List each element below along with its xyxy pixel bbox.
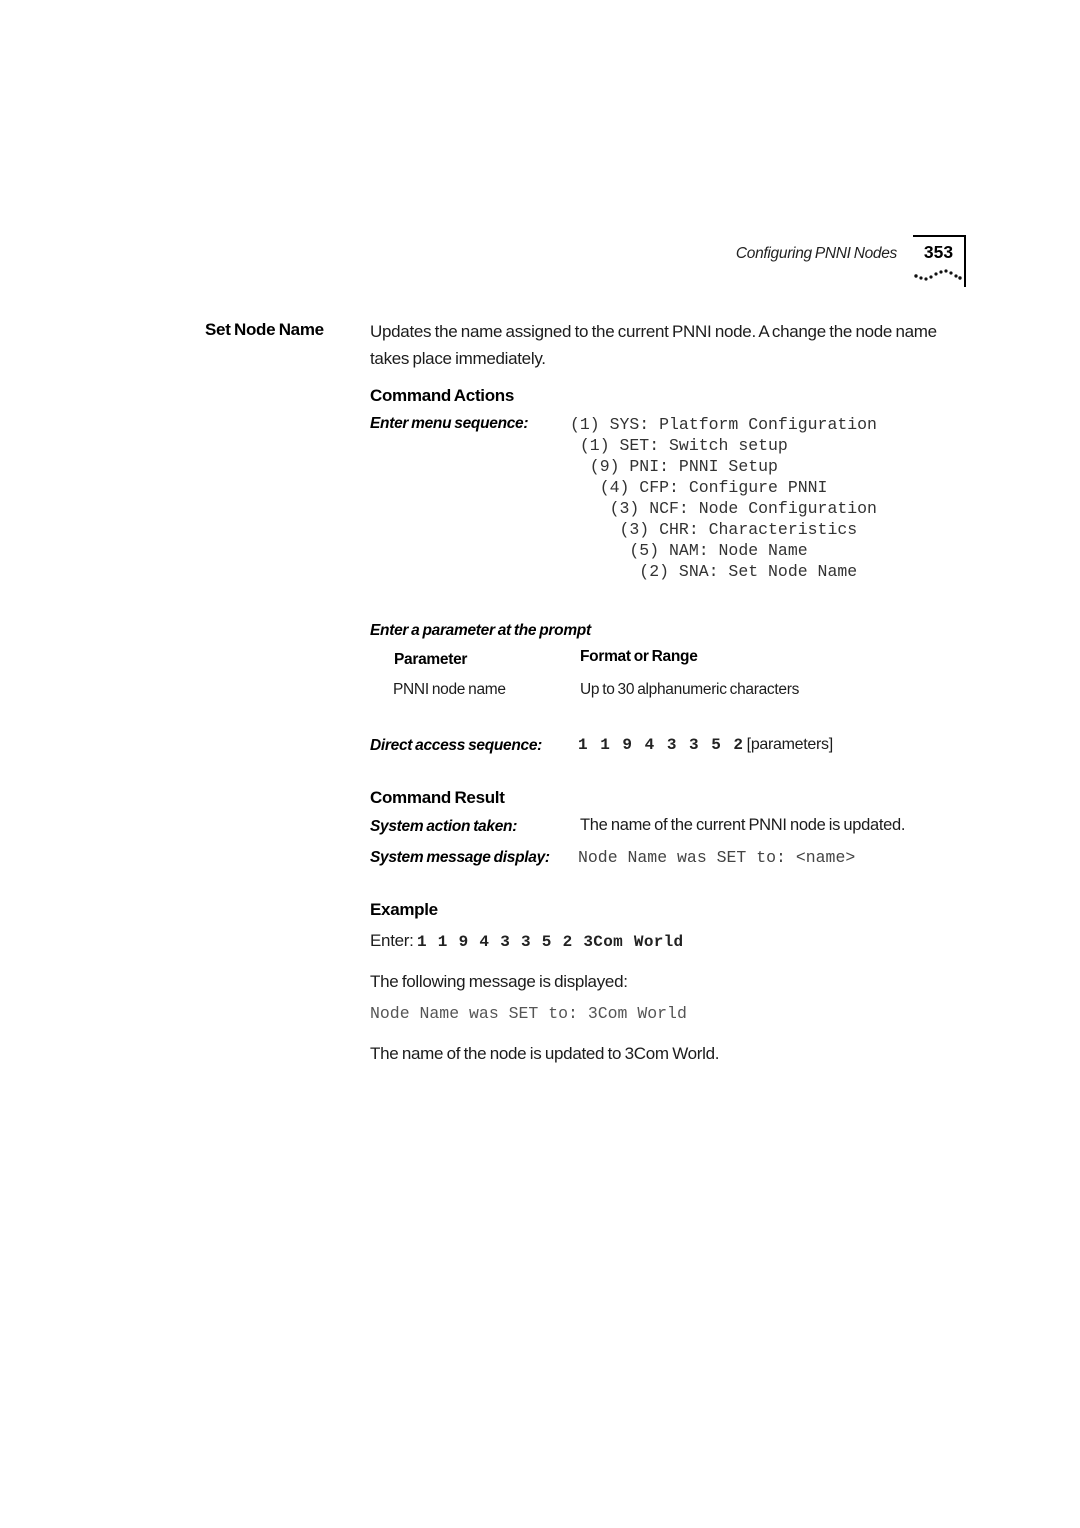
command-description: Updates the name assigned to the current PNNI node. A change the node name takes place immediately. (370, 322, 937, 368)
command-name-label: Set Node Name (205, 320, 324, 339)
menu-sequence-line: (4) CFP: Configure PNNI (570, 478, 828, 497)
example-conclusion: The name of the node is updated to 3Com World. (370, 1044, 720, 1063)
parameter-cell: PNNI node name (393, 681, 506, 698)
menu-sequence-line: (3) CHR: Characteristics (570, 520, 858, 539)
example-enter-line (370, 931, 683, 951)
menu-sequence-line: (1) SET: Switch setup (570, 436, 788, 455)
command-result-heading: Command Result (370, 788, 505, 807)
system-message-label: System message display: (370, 849, 550, 866)
menu-sequence-listing (570, 414, 877, 582)
example-heading: Example (370, 900, 438, 919)
following-message-text: The following message is displayed: (370, 972, 628, 991)
command-actions-heading: Command Actions (370, 386, 515, 405)
format-cell: Up to 30 alphanumeric characters (580, 681, 800, 698)
enter-menu-sequence-label: Enter menu sequence: (370, 415, 529, 432)
example-command: 1 1 9 4 3 3 5 2 3Com World (416, 933, 684, 951)
direct-access-keys: 1 1 9 4 3 3 5 2 (578, 736, 744, 754)
page-number: 353 (923, 242, 954, 262)
system-action-value: The name of the current PNNI node is updated. (580, 816, 906, 834)
menu-sequence-line: (5) NAM: Node Name (570, 541, 808, 560)
direct-access-label: Direct access sequence: (370, 737, 543, 754)
menu-sequence-line: (3) NCF: Node Configuration (570, 499, 877, 518)
example-enter-label: Enter: (370, 931, 417, 950)
format-column-header: Format or Range (580, 648, 698, 665)
direct-access-parameters: [parameters] (743, 736, 833, 753)
menu-sequence-line: (1) SYS: Platform Configuration (570, 415, 877, 434)
squiggle-dots-icon (913, 267, 963, 283)
enter-parameter-label: Enter a parameter at the prompt (370, 622, 591, 639)
menu-sequence-line: (2) SNA: Set Node Name (570, 562, 858, 581)
example-message-output: Node Name was SET to: 3Com World (370, 1004, 687, 1023)
system-message-value: Node Name was SET to: <name> (578, 848, 856, 867)
parameter-column-header: Parameter (394, 651, 468, 668)
menu-sequence-line: (9) PNI: PNNI Setup (570, 457, 778, 476)
running-title: Configuring PNNI Nodes (735, 245, 897, 262)
page-number-box (913, 235, 966, 287)
direct-access-sequence (578, 736, 833, 754)
system-action-label: System action taken: (370, 818, 518, 835)
